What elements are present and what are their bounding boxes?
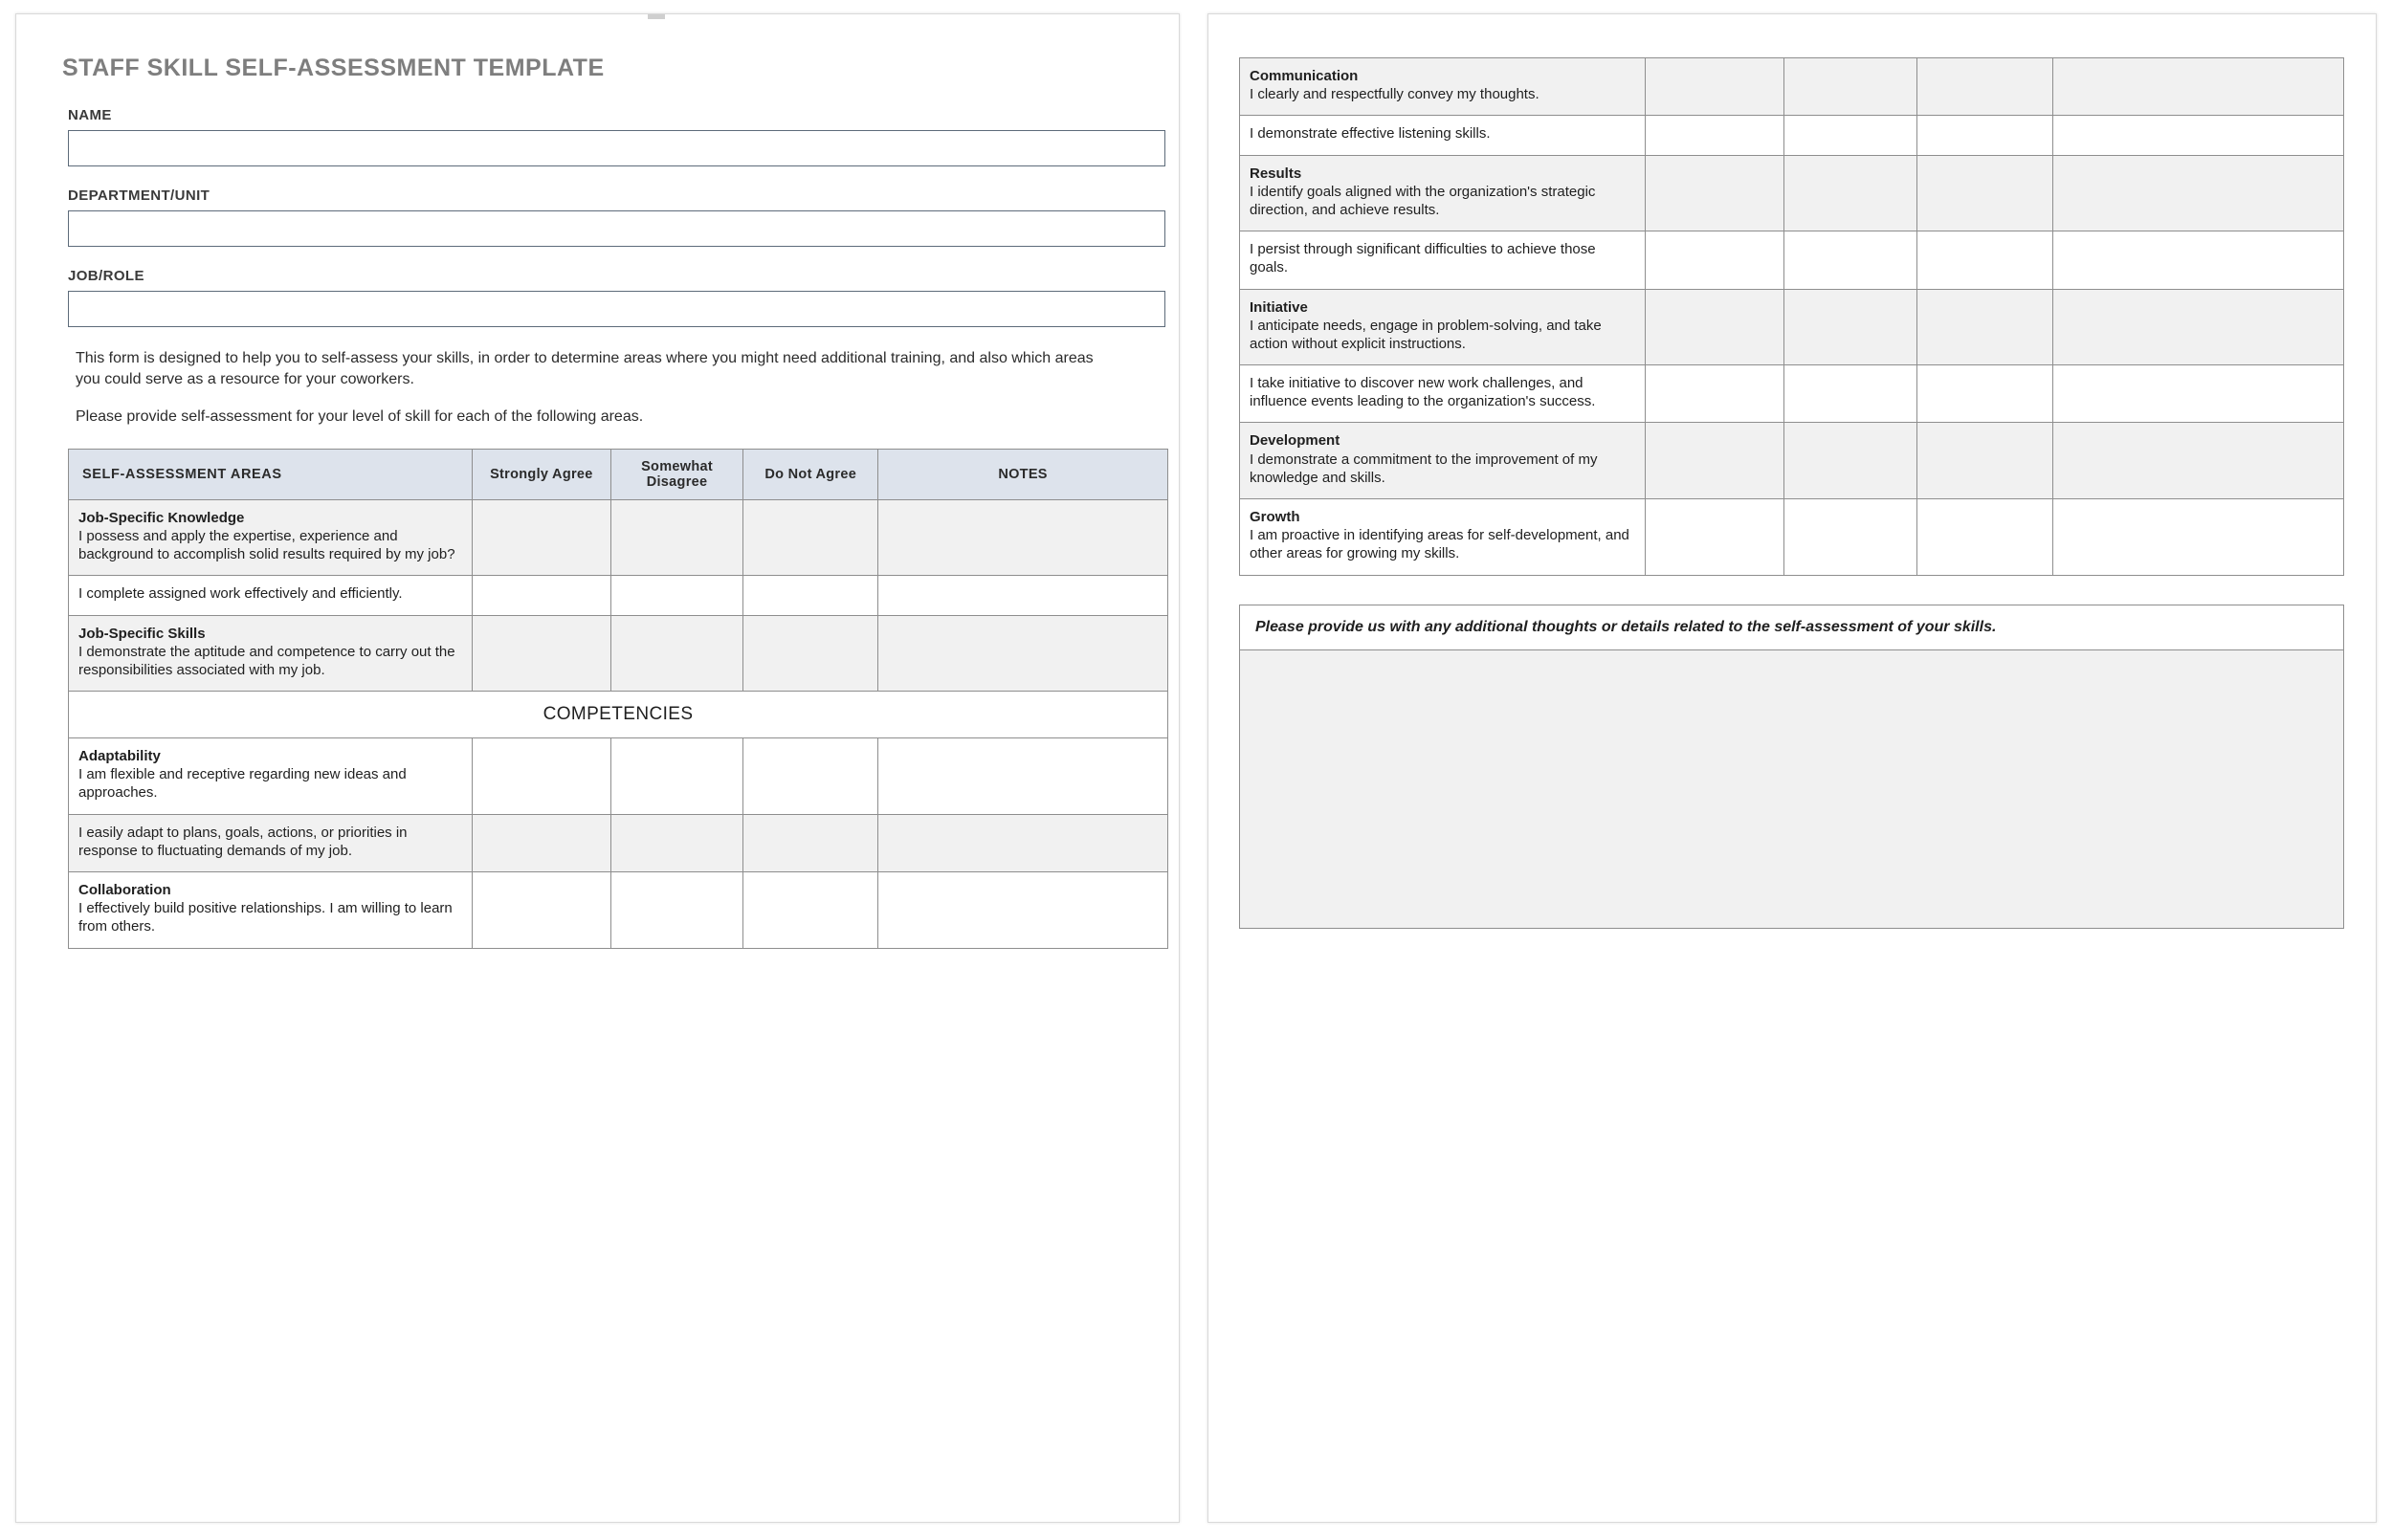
rating-cell-do-not-agree[interactable] [743, 576, 878, 615]
rating-cell-strongly-agree[interactable] [1645, 155, 1783, 231]
additional-notes-box [1239, 605, 2344, 929]
rating-cell-somewhat-disagree[interactable] [1784, 58, 1917, 116]
area-description: I demonstrate a commitment to the improvement of my knowledge and skills. [1250, 451, 1598, 486]
rating-cell-strongly-agree[interactable] [473, 872, 611, 949]
area-cell [69, 738, 473, 815]
table-row [69, 814, 1168, 871]
notes-cell[interactable] [878, 738, 1168, 815]
rating-cell-do-not-agree[interactable] [743, 738, 878, 815]
name-field-label: NAME [68, 107, 112, 123]
self-assessment-table-right [1239, 57, 2344, 576]
table-row [69, 499, 1168, 576]
table-row [1240, 499, 2344, 576]
rating-cell-somewhat-disagree[interactable] [610, 576, 743, 615]
job-role-field-label: JOB/ROLE [68, 268, 144, 284]
rating-cell-somewhat-disagree[interactable] [610, 814, 743, 871]
rating-cell-do-not-agree[interactable] [1917, 499, 2052, 576]
area-title: Growth [1250, 509, 1300, 525]
area-description: I demonstrate effective listening skills. [1250, 125, 1491, 143]
area-description: I am proactive in identifying areas for self-development, and other areas for growing my skills. [1250, 527, 1629, 562]
notes-cell[interactable] [2052, 116, 2343, 155]
area-cell [69, 872, 473, 949]
area-description: I am flexible and receptive regarding new ideas and approaches. [78, 766, 407, 802]
rating-cell-do-not-agree[interactable] [1917, 365, 2052, 423]
rating-cell-do-not-agree[interactable] [1917, 58, 2052, 116]
rating-cell-strongly-agree[interactable] [1645, 423, 1783, 499]
rating-cell-somewhat-disagree[interactable] [1784, 365, 1917, 423]
rating-cell-do-not-agree[interactable] [1917, 289, 2052, 365]
area-cell [1240, 58, 1646, 116]
job-role-input[interactable] [68, 291, 1165, 327]
table-row [69, 615, 1168, 692]
notes-cell[interactable] [878, 814, 1168, 871]
table-row [1240, 423, 2344, 499]
area-description: I identify goals aligned with the organization's strategic direction, and achieve results. [1250, 183, 1596, 218]
rating-cell-strongly-agree[interactable] [1645, 289, 1783, 365]
rating-cell-do-not-agree[interactable] [1917, 231, 2052, 289]
notes-cell[interactable] [2052, 155, 2343, 231]
additional-notes-heading: Please provide us with any additional thoughts or details related to the self-assessment of your skills. [1240, 605, 2343, 650]
rating-cell-do-not-agree[interactable] [743, 814, 878, 871]
rating-cell-strongly-agree[interactable] [473, 738, 611, 815]
area-cell [1240, 365, 1646, 423]
rating-cell-somewhat-disagree[interactable] [610, 872, 743, 949]
area-cell [1240, 423, 1646, 499]
rating-cell-strongly-agree[interactable] [1645, 365, 1783, 423]
rating-cell-do-not-agree[interactable] [743, 499, 878, 576]
table-header-row [69, 449, 1168, 499]
area-title: Job-Specific Skills [78, 625, 206, 642]
area-title: Adaptability [78, 748, 161, 765]
page-top-marker [648, 14, 665, 19]
rating-cell-somewhat-disagree[interactable] [1784, 289, 1917, 365]
name-input[interactable] [68, 130, 1165, 166]
rating-cell-strongly-agree[interactable] [1645, 231, 1783, 289]
self-assessment-table-left [68, 449, 1168, 949]
table-row [1240, 289, 2344, 365]
area-title: Collaboration [78, 882, 171, 899]
document-page-right [1207, 13, 2377, 1523]
rating-cell-somewhat-disagree[interactable] [1784, 116, 1917, 155]
table-row [1240, 365, 2344, 423]
rating-cell-strongly-agree[interactable] [473, 814, 611, 871]
area-description: I anticipate needs, engage in problem-solving, and take action without explicit instructions. [1250, 317, 1602, 352]
department-field-label: DEPARTMENT/UNIT [68, 187, 210, 204]
page-title: STAFF SKILL SELF-ASSESSMENT TEMPLATE [62, 55, 605, 81]
area-title: Results [1250, 165, 1302, 182]
section-band-competencies [69, 692, 1168, 738]
area-cell [1240, 116, 1646, 155]
area-description: I complete assigned work effectively and efficiently. [78, 585, 403, 603]
column-header-somewhat-disagree: Somewhat Disagree [610, 449, 743, 499]
area-title: Initiative [1250, 298, 1308, 316]
table-row [1240, 58, 2344, 116]
notes-cell[interactable] [878, 499, 1168, 576]
area-description: I persist through significant difficulties to achieve those goals. [1250, 241, 1596, 276]
department-input[interactable] [68, 210, 1165, 247]
notes-cell[interactable] [2052, 231, 2343, 289]
area-description: I clearly and respectfully convey my thoughts. [1250, 86, 1539, 103]
rating-cell-do-not-agree[interactable] [743, 615, 878, 692]
rating-cell-do-not-agree[interactable] [1917, 116, 2052, 155]
additional-notes-input[interactable] [1240, 650, 2343, 928]
rating-cell-somewhat-disagree[interactable] [610, 499, 743, 576]
rating-cell-somewhat-disagree[interactable] [1784, 499, 1917, 576]
area-cell [1240, 289, 1646, 365]
area-title: Job-Specific Knowledge [78, 509, 245, 526]
area-title: Development [1250, 432, 1340, 450]
notes-cell[interactable] [2052, 365, 2343, 423]
rating-cell-strongly-agree[interactable] [1645, 58, 1783, 116]
column-header-notes: NOTES [878, 449, 1168, 499]
area-description: I possess and apply the expertise, experience and background to accomplish solid results required by my job? [78, 527, 455, 563]
rating-cell-somewhat-disagree[interactable] [610, 738, 743, 815]
area-cell [1240, 155, 1646, 231]
area-description: I easily adapt to plans, goals, actions, or priorities in response to fluctuating demands of my job. [78, 824, 408, 859]
document-page-left [15, 13, 1180, 1523]
rating-cell-strongly-agree[interactable] [1645, 116, 1783, 155]
intro-paragraph-2: Please provide self-assessment for your level of skill for each of the following areas. [76, 408, 644, 426]
notes-cell[interactable] [878, 576, 1168, 615]
table-row [1240, 231, 2344, 289]
area-cell [69, 615, 473, 692]
area-cell [1240, 231, 1646, 289]
rating-cell-somewhat-disagree[interactable] [1784, 155, 1917, 231]
notes-cell[interactable] [2052, 58, 2343, 116]
rating-cell-do-not-agree[interactable] [1917, 423, 2052, 499]
area-title: Communication [1250, 68, 1359, 84]
rating-cell-strongly-agree[interactable] [473, 615, 611, 692]
rating-cell-strongly-agree[interactable] [1645, 499, 1783, 576]
column-header-do-not-agree: Do Not Agree [743, 449, 878, 499]
rating-cell-strongly-agree[interactable] [473, 576, 611, 615]
section-band-label: COMPETENCIES [69, 692, 1168, 738]
table-row [69, 738, 1168, 815]
notes-cell[interactable] [2052, 289, 2343, 365]
notes-cell[interactable] [878, 615, 1168, 692]
area-description: I demonstrate the aptitude and competence to carry out the responsibilities associated with my job. [78, 643, 455, 678]
area-cell [69, 499, 473, 576]
area-cell [69, 576, 473, 615]
area-cell [69, 814, 473, 871]
notes-cell[interactable] [878, 872, 1168, 949]
rating-cell-do-not-agree[interactable] [1917, 155, 2052, 231]
rating-cell-somewhat-disagree[interactable] [1784, 231, 1917, 289]
notes-cell[interactable] [2052, 423, 2343, 499]
table-row [69, 872, 1168, 949]
rating-cell-do-not-agree[interactable] [743, 872, 878, 949]
table-row [1240, 116, 2344, 155]
rating-cell-strongly-agree[interactable] [473, 499, 611, 576]
table-row [1240, 155, 2344, 231]
rating-cell-somewhat-disagree[interactable] [610, 615, 743, 692]
area-description: I effectively build positive relationships. I am willing to learn from others. [78, 900, 453, 935]
rating-cell-somewhat-disagree[interactable] [1784, 423, 1917, 499]
table-row [69, 576, 1168, 615]
intro-paragraph-1: This form is designed to help you to self-assess your skills, in order to determine areas where you might need additional training, and also which areas you could serve as a resource for your coworkers. [76, 350, 1094, 387]
column-header-strongly-agree: Strongly Agree [473, 449, 611, 499]
column-header-areas: SELF-ASSESSMENT AREAS [69, 449, 473, 499]
area-description: I take initiative to discover new work challenges, and influence events leading to the organization's success. [1250, 375, 1596, 410]
notes-cell[interactable] [2052, 499, 2343, 576]
area-cell [1240, 499, 1646, 576]
